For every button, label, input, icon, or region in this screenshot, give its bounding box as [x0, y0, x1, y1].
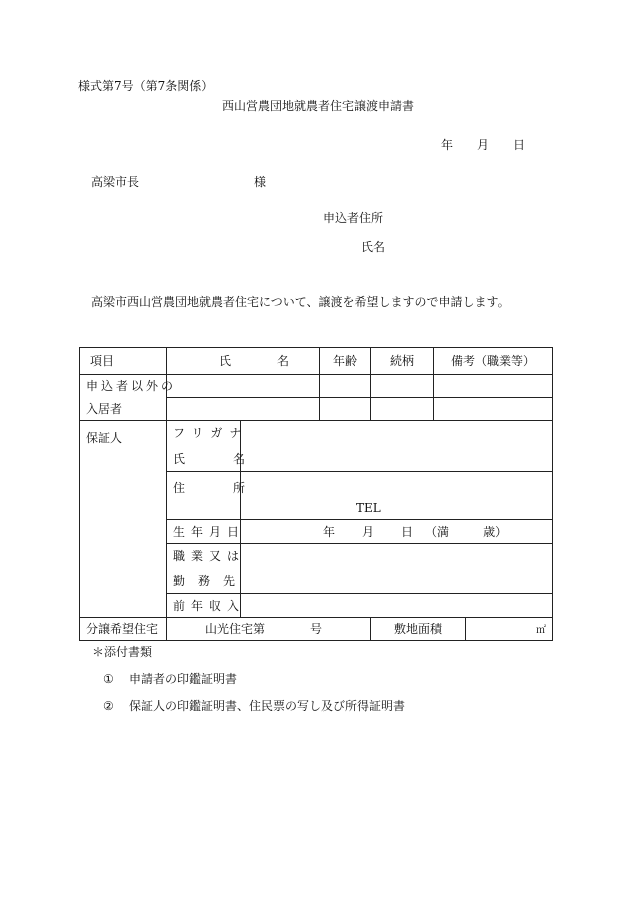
- bd-day-label: 日: [401, 524, 414, 539]
- occupation-label-cell: [167, 544, 249, 594]
- guarantor-name-label: 氏名: [173, 452, 294, 466]
- guarantor-address-input[interactable]: [241, 472, 553, 520]
- occupants-label-line2: 入居者: [80, 398, 167, 421]
- date-day-label: 日: [513, 138, 526, 152]
- occupation-label-line2: 勤務先: [173, 574, 249, 588]
- guarantor-name-row: [80, 421, 553, 472]
- birthdate-label: 生年月日: [167, 520, 241, 544]
- bd-month-label: 月: [362, 524, 375, 539]
- occupant-row-1: [80, 375, 553, 398]
- header-name-cell: [167, 348, 336, 375]
- bd-age-open: （満: [425, 524, 450, 539]
- applicant-address-label: 申込者住所: [323, 211, 384, 225]
- desired-house-label: 分譲希望住宅: [80, 618, 167, 641]
- header-remarks-cell: 備考（職業等）: [434, 348, 553, 375]
- bd-year-label: 年: [323, 524, 336, 539]
- desired-house-row: [80, 618, 553, 641]
- occupant-1-relation[interactable]: [371, 375, 434, 398]
- birthdate-input[interactable]: [241, 520, 553, 544]
- addressee-name: 高梁市長: [91, 175, 140, 189]
- header-age-cell: 年齢: [320, 348, 371, 375]
- guarantor-address-label-cell: [167, 472, 294, 520]
- document-title: 西山営農団地就農者住宅譲渡申請書: [222, 99, 415, 113]
- attachment-item-1: [103, 670, 405, 687]
- form-number: 様式第7号（第7条関係）: [78, 79, 214, 93]
- occupants-label-line1: 申込者以外の: [80, 375, 167, 398]
- land-area-input[interactable]: [466, 618, 553, 641]
- header-relation-cell: 続柄: [371, 348, 434, 375]
- occupant-2-remarks[interactable]: [434, 398, 553, 421]
- attachment-1-text: 申請者の印鑑証明書: [129, 672, 238, 686]
- occupation-label-line1: 職業又は: [173, 549, 246, 563]
- attachment-1-number: ①: [103, 672, 114, 686]
- application-date: [441, 139, 525, 151]
- date-year-label: 年: [441, 138, 454, 152]
- desired-house-input[interactable]: [167, 618, 371, 641]
- area-unit: ㎡: [536, 624, 547, 636]
- occupant-1-age[interactable]: [320, 375, 371, 398]
- occupant-row-2: [80, 398, 553, 421]
- attachment-item-2: [103, 697, 405, 714]
- land-area-label: 敷地面積: [371, 618, 466, 641]
- application-table: [79, 347, 553, 641]
- prev-income-label: 前年収入: [167, 594, 241, 618]
- prev-income-input[interactable]: [241, 594, 553, 618]
- header-item-text: 項目: [90, 354, 115, 368]
- date-month-label: 月: [477, 138, 490, 152]
- house-suffix: 号: [310, 622, 323, 636]
- occupation-input[interactable]: [241, 544, 553, 594]
- header-name-text: 氏名: [219, 354, 336, 368]
- addressee: [91, 175, 267, 189]
- attachments-heading: ＊添付書類: [92, 645, 153, 659]
- attachments-notes: [92, 643, 405, 724]
- addressee-honorific: 様: [254, 175, 267, 189]
- table-header-row: [80, 348, 553, 375]
- tel-label: TEL: [356, 501, 381, 515]
- house-prefix: 山光住宅第: [205, 622, 266, 636]
- furigana-label: フリガナ: [173, 426, 249, 440]
- occupant-2-age[interactable]: [320, 398, 371, 421]
- occupant-1-name[interactable]: [167, 375, 320, 398]
- bd-age-close: 歳）: [483, 524, 508, 539]
- attachment-2-text: 保証人の印鑑証明書、住民票の写し及び所得証明書: [129, 699, 406, 713]
- guarantor-address-label: 住所: [173, 481, 294, 495]
- application-statement: 高梁市西山営農団地就農者住宅について、譲渡を希望しますので申請します。: [91, 295, 510, 309]
- guarantor-name-label-cell: [167, 421, 294, 472]
- attachment-2-number: ②: [103, 699, 114, 713]
- header-item-cell: [80, 348, 167, 375]
- guarantor-label: 保証人: [80, 421, 167, 618]
- occupant-2-relation[interactable]: [371, 398, 434, 421]
- occupant-1-remarks[interactable]: [434, 375, 553, 398]
- occupant-2-name[interactable]: [167, 398, 320, 421]
- applicant-name-label: 氏名: [361, 240, 386, 254]
